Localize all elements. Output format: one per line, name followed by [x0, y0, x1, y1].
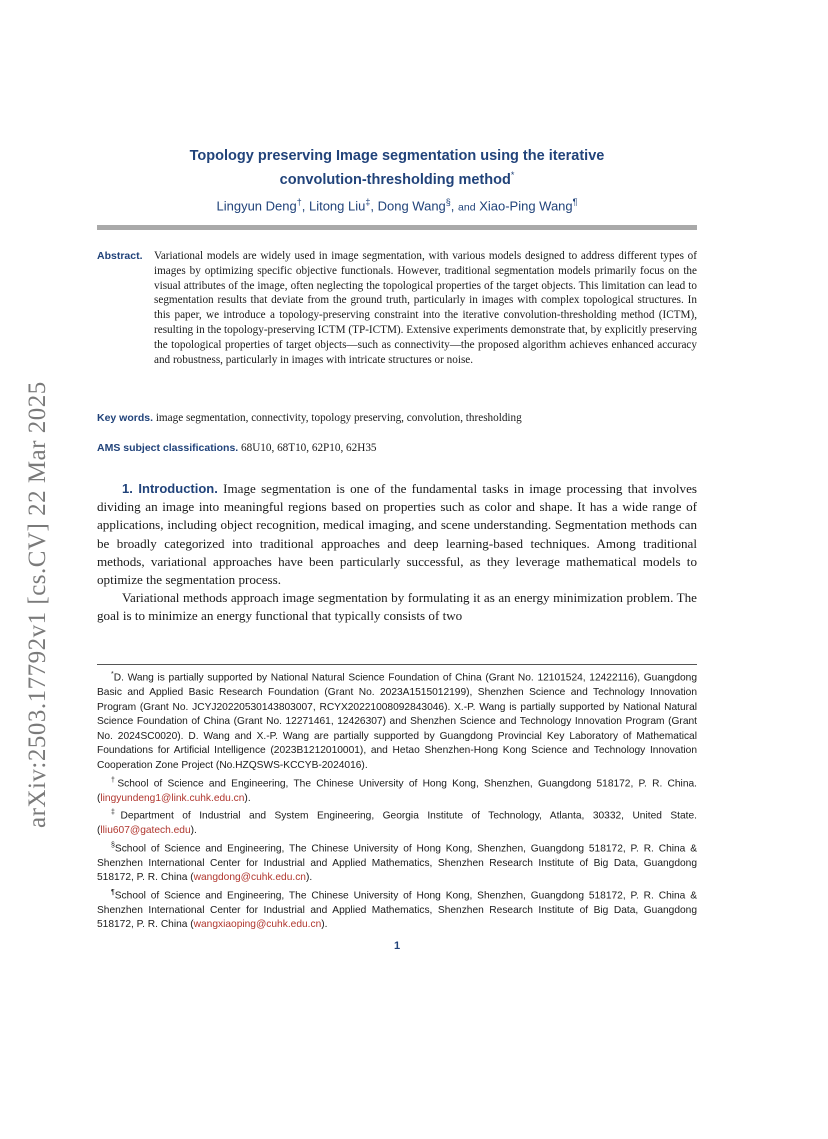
footnote-5-text: School of Science and Engineering, The Chinese University of Hong Kong, Shenzhen, Guangdong 518172, P. R. China & Shenzhen International Center for Industrial and Applied Mathematics, Shenzhen Research Institute of Big Data, Guangdong 518172, P. R. China (: [97, 890, 697, 931]
email-link-4[interactable]: wangxiaoping@cuhk.edu.cn: [193, 919, 322, 931]
author-2: Litong Liu: [308, 198, 366, 214]
abstract: [97, 249, 697, 367]
page-number: 1: [393, 940, 401, 952]
footnote-3-end: ).: [190, 825, 197, 837]
title-line-2: convolution-thresholding method: [279, 171, 511, 188]
footnote-author-4: [97, 886, 697, 933]
author-1-mark[interactable]: †: [296, 197, 302, 207]
ams-label: AMS subject classifications.: [97, 442, 239, 454]
title-footnote-mark[interactable]: *: [510, 170, 515, 180]
footnote-author-1: [97, 774, 697, 807]
footnote-2-text: School of Science and Engineering, The Chinese University of Hong Kong, Shenzhen, Guangdong 518172, P. R. China. (: [97, 777, 697, 804]
introduction-section: [97, 480, 697, 626]
intro-paragraph-1: [97, 480, 697, 589]
footnotes: [97, 668, 697, 933]
email-link-3[interactable]: wangdong@cuhk.edu.cn: [193, 872, 306, 884]
author-4-mark[interactable]: ¶: [572, 197, 578, 207]
keywords-text: image segmentation, connectivity, topology preserving, convolution, thresholding: [155, 412, 522, 424]
intro-paragraph-1-text: Image segmentation is one of the fundamental tasks in image processing that involves dividing an image into meaningful regions based on properties such as color and shape. It has a wide range of applications, including object recognition, medical imaging, and scene understanding. Segmentation methods can be broadly categorized into traditional approaches and deep learning-based techniques. Among traditional methods, variational approaches have been particularly successful, as they leverage mathematical models to optimize the segmentation process.: [97, 481, 697, 588]
footnote-1-mark: *: [111, 671, 114, 678]
abstract-text: Variational models are widely used in image segmentation, with various models designed to address different types of images by optimizing specific objective functionals. However, traditional segmentation models primarily focus on the visual attributes of the image, often neglecting the topological properties of the target objects. This limitation can lead to segmentation results that deviate from the ground truth, particularly in images with complex topological structures. In this paper, we introduce a topology-preserving constraint into the iterative convolution-thresholding method (ICTM), resulting in the topology-preserving ICTM (TP-ICTM). Extensive experiments demonstrate that, by explicitly preserving the topological properties of target objects—such as connectivity—the proposed algorithm achieves enhanced accuracy and robustness, particularly in images with intricate structures or noise.: [154, 250, 697, 366]
section-heading: 1. Introduction.: [122, 481, 218, 496]
author-1: Lingyun Deng: [216, 198, 297, 214]
intro-paragraph-2: Variational methods approach image segmentation by formulating it as an energy minimization problem. The goal is to minimize an energy functional that typically consists of two: [97, 590, 697, 624]
footnote-4-mark: §: [111, 841, 115, 849]
footnote-4-end: ).: [305, 872, 313, 884]
author-and: and: [458, 201, 476, 214]
footnote-author-3: [97, 839, 697, 886]
ams-classifications: [97, 442, 697, 454]
arxiv-stamp: arXiv:2503.17792v1 [cs.CV] 22 Mar 2025: [24, 381, 51, 828]
footnote-5-end: ).: [321, 919, 328, 931]
paper-title: [97, 147, 697, 190]
footnote-4-text: School of Science and Engineering, The Chinese University of Hong Kong, Shenzhen, Guangdong 518172, P. R. China & Shenzhen International Center for Industrial and Applied Mathematics, Shenzhen Research Institute of Big Data, Guangdong 518172, P. R. China (: [97, 843, 697, 884]
keywords-label: Key words.: [97, 412, 154, 424]
footnote-rule: [97, 664, 697, 665]
title-line-1: Topology preserving Image segmentation using the iterative: [189, 148, 605, 164]
footnote-3-text: Department of Industrial and System Engineering, Georgia Institute of Technology, Atlanta, 30332, United State. (: [97, 810, 697, 837]
author-list: Lingyun Deng†, Litong Liu‡, Dong Wang§, and Xiao-Ping Wang¶: [216, 197, 578, 214]
ams-text: 68U10, 68T10, 62P10, 62H35: [241, 442, 377, 454]
abstract-label: Abstract.: [97, 250, 143, 262]
footnote-5-mark: ¶: [111, 888, 115, 896]
keywords: [97, 412, 697, 424]
email-link-1[interactable]: lingyundeng1@link.cuhk.edu.cn: [100, 792, 245, 804]
footnote-funding: [97, 668, 697, 774]
footnote-1-text: D. Wang is partially supported by National Natural Science Foundation of China (Grant No. 12101524, 12422116), Guangdong Basic and Applied Basic Research Foundation (Grant No. 2023A1515012199), Shenzhen Science and Technology Innovation Program (Grant No. JCYJ20220530143803007, RCYX20221008092843046). X.-P. Wang is partially supported by National Natural Science Foundation of China (Grant No. 12271461, 12426307) and Shenzhen Science and Technology Innovation Program (Grant No. 2024SC0020). D. Wang and X.-P. Wang are partially supported by Guangdong Provincial Key Laboratory of Mathematical Foundations for Artificial Intelligence (2023B1212010001), and Hetao Shenzhen-Hong Kong Science and Technology Innovation Cooperation Zone Project (No.HZQSWS-KCCYB-2024016).: [97, 672, 697, 771]
author-3-mark[interactable]: §: [445, 197, 451, 207]
footnote-2-mark: †: [111, 776, 118, 784]
title-rule: [97, 225, 697, 230]
author-2-mark[interactable]: ‡: [365, 197, 371, 207]
email-link-2[interactable]: lliu607@gatech.edu: [100, 825, 191, 837]
author-3: Dong Wang: [377, 198, 446, 214]
author-4: Xiao-Ping Wang: [479, 198, 573, 214]
footnote-3-mark: ‡: [111, 809, 121, 817]
footnote-2-end: ).: [244, 792, 251, 804]
footnote-author-2: [97, 806, 697, 839]
